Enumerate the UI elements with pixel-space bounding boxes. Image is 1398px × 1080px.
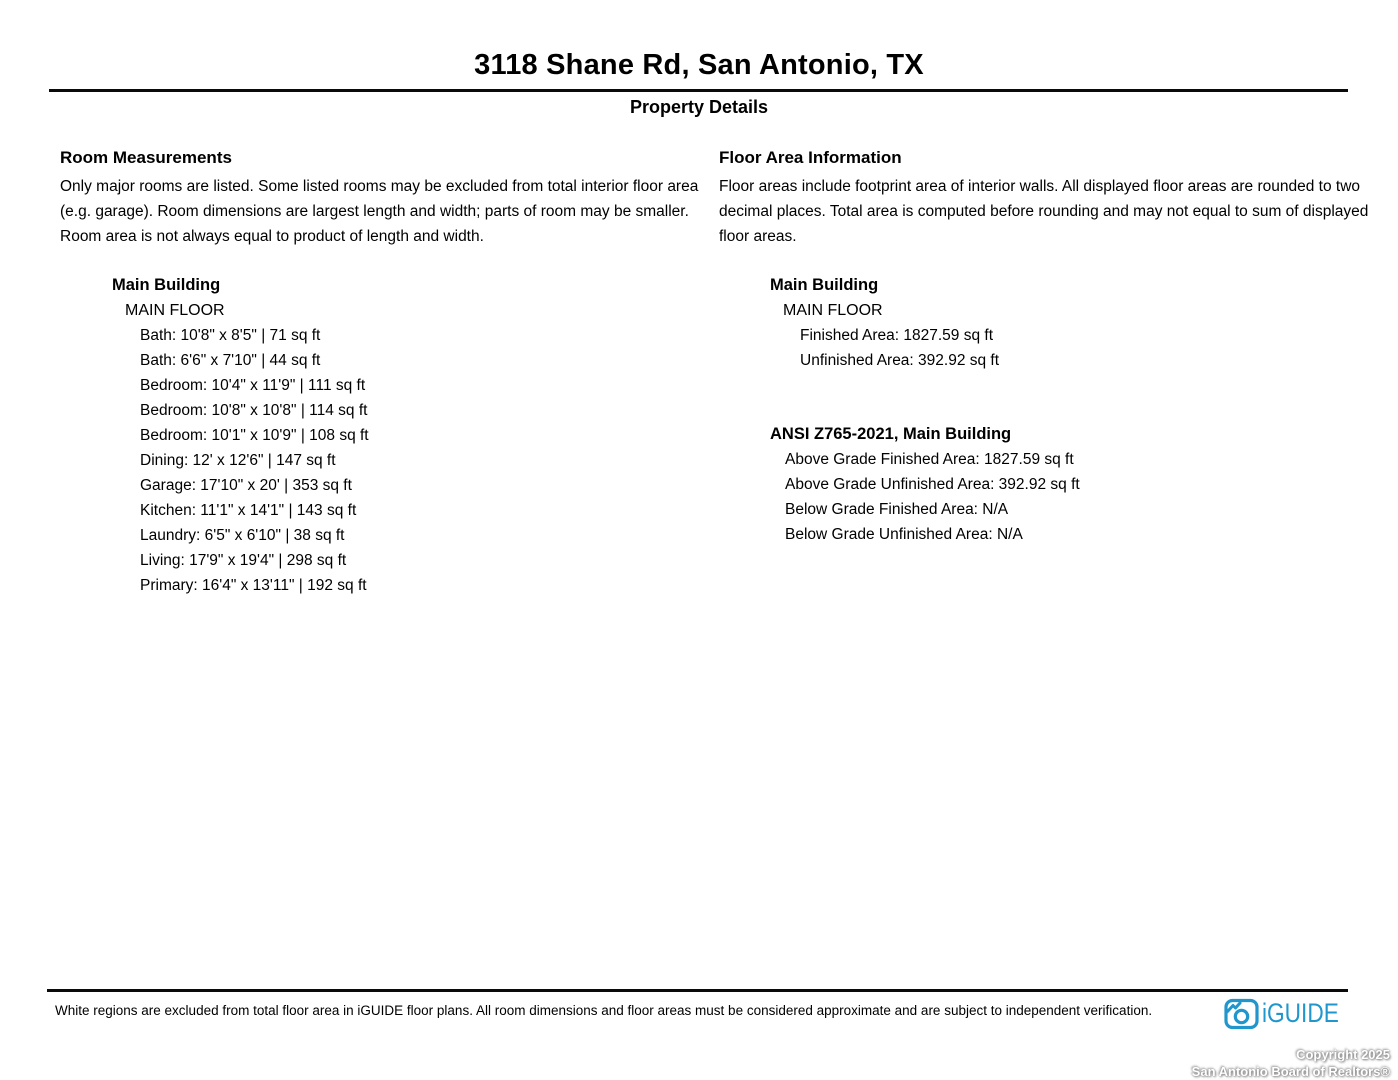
floor-name: MAIN FLOOR (125, 302, 225, 319)
description-line: floor areas. (719, 228, 797, 245)
room-measurements-building (112, 273, 708, 598)
description-line: (e.g. garage). Room dimensions are largest length and width; parts of room may be smaller. (60, 203, 689, 220)
room-item: Living: 17'9" x 19'4" | 298 sq ft (140, 552, 347, 569)
room-item: Laundry: 6'5" x 6'10" | 38 sq ft (140, 527, 345, 544)
room-item: Bedroom: 10'4" x 11'9" | 111 sq ft (140, 377, 366, 394)
floor-name: MAIN FLOOR (783, 302, 883, 319)
copyright-line: San Antonio Board of Realtors® (1191, 1064, 1390, 1079)
area-list (800, 323, 1367, 373)
room-measurements-description (60, 174, 708, 249)
footer-divider (47, 989, 1348, 992)
ansi-item: Above Grade Finished Area: 1827.59 sq ft (785, 451, 1074, 468)
iguide-camera-icon (1224, 997, 1260, 1030)
floor-area-section (719, 146, 1367, 547)
room-item: Kitchen: 11'1" x 14'1" | 143 sq ft (140, 502, 357, 519)
room-item: Garage: 17'10" x 20' | 353 sq ft (140, 477, 352, 494)
ansi-section (770, 422, 1367, 547)
description-line: Room area is not always equal to product of length and width. (60, 228, 484, 245)
room-item: Bath: 10'8" x 8'5" | 71 sq ft (140, 327, 321, 344)
ansi-heading: ANSI Z765-2021, Main Building (770, 425, 1012, 443)
floor-area-building (770, 273, 1367, 373)
area-item: Finished Area: 1827.59 sq ft (800, 327, 994, 344)
copyright-watermark (1192, 1046, 1390, 1080)
description-line: Floor areas include footprint area of interior walls. All displayed floor areas are rounded to two (719, 178, 1361, 195)
page-title: 3118 Shane Rd, San Antonio, TX (474, 49, 924, 81)
copyright-line: Copyright 2025 (1296, 1047, 1390, 1062)
room-item: Primary: 16'4" x 13'11" | 192 sq ft (140, 577, 367, 594)
ansi-item: Below Grade Unfinished Area: N/A (785, 526, 1023, 543)
ansi-item: Below Grade Finished Area: N/A (785, 501, 1009, 518)
description-line: decimal places. Total area is computed before rounding and may not equal to sum of displayed (719, 203, 1369, 220)
page-subtitle: Property Details (629, 97, 769, 117)
ansi-list (785, 447, 1367, 547)
building-name: Main Building (770, 276, 879, 294)
description-line: Only major rooms are listed. Some listed rooms may be excluded from total interior floor area (60, 178, 699, 195)
room-item: Bedroom: 10'1" x 10'9" | 108 sq ft (140, 427, 369, 444)
title-divider (49, 89, 1348, 92)
building-name: Main Building (112, 276, 221, 294)
area-item: Unfinished Area: 392.92 sq ft (800, 352, 1000, 369)
room-item: Dining: 12' x 12'6" | 147 sq ft (140, 452, 336, 469)
iguide-wordmark: iGUIDE (1262, 998, 1339, 1028)
floor-area-description (719, 174, 1367, 249)
room-item: Bedroom: 10'8" x 10'8" | 114 sq ft (140, 402, 368, 419)
iguide-logo (1224, 994, 1354, 1032)
room-list (140, 323, 708, 598)
floor-area-heading: Floor Area Information (719, 148, 902, 167)
room-measurements-heading: Room Measurements (60, 148, 232, 167)
room-measurements-section (60, 146, 708, 598)
footer-disclaimer: White regions are excluded from total floor area in iGUIDE floor plans. All room dimensions and floor areas must be considered approximate and are subject to independent verification. (55, 1003, 1153, 1018)
room-item: Bath: 6'6" x 7'10" | 44 sq ft (140, 352, 321, 369)
ansi-item: Above Grade Unfinished Area: 392.92 sq ft (785, 476, 1080, 493)
